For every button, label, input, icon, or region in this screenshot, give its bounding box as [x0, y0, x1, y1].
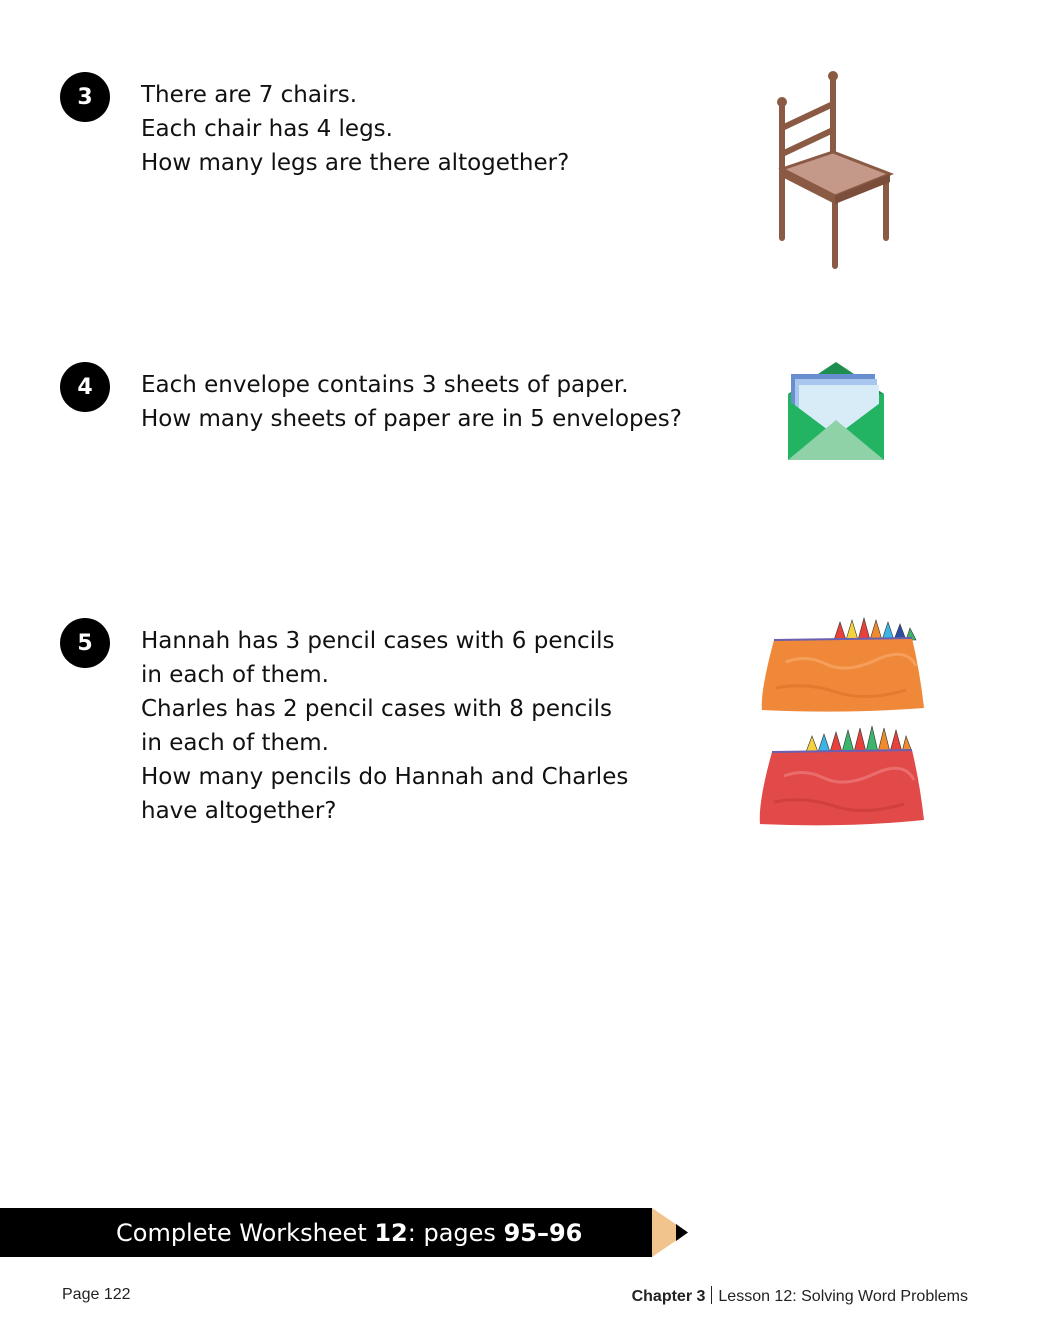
worksheet-number: 12 — [374, 1218, 408, 1247]
problem-line: Each chair has 4 legs. — [141, 116, 393, 142]
lesson-label: Lesson 12: Solving Word Problems — [718, 1288, 968, 1305]
problem-line: in each of them. — [141, 662, 329, 688]
problem-line: Charles has 2 pencil cases with 8 pencils — [141, 696, 612, 722]
chair-icon — [770, 66, 900, 272]
worksheet-pages: 95–96 — [503, 1218, 583, 1247]
page-number: Page 122 — [62, 1286, 131, 1303]
chapter-lesson — [632, 1286, 968, 1306]
problem-line: How many pencils do Hannah and Charles — [141, 764, 629, 790]
chapter-label: Chapter 3 — [631, 1288, 706, 1305]
problem-line: How many sheets of paper are in 5 envelopes? — [141, 406, 682, 432]
problem-number: 5 — [60, 618, 110, 668]
problem-text — [141, 78, 569, 180]
problem-line: in each of them. — [141, 730, 329, 756]
worksheet-banner — [0, 1208, 652, 1257]
problem-number: 4 — [60, 362, 110, 412]
problem-line: Hannah has 3 pencil cases with 6 pencils — [141, 628, 615, 654]
problem-line: Each envelope contains 3 sheets of paper. — [141, 372, 629, 398]
banner-prefix: Complete Worksheet — [116, 1218, 375, 1247]
divider — [711, 1286, 712, 1304]
problem-line: How many legs are there altogether? — [141, 150, 570, 176]
problem-text — [141, 368, 682, 436]
problem-line: There are 7 chairs. — [141, 82, 358, 108]
problem-text — [141, 624, 628, 828]
banner-middle: : pages — [407, 1218, 504, 1247]
problem-line: have altogether? — [141, 798, 337, 824]
pencil-tip-icon — [652, 1208, 692, 1257]
problem-number: 3 — [60, 72, 110, 122]
pencil-case-icon — [756, 612, 928, 830]
worksheet-banner-text — [116, 1219, 582, 1247]
envelope-icon — [786, 360, 886, 462]
